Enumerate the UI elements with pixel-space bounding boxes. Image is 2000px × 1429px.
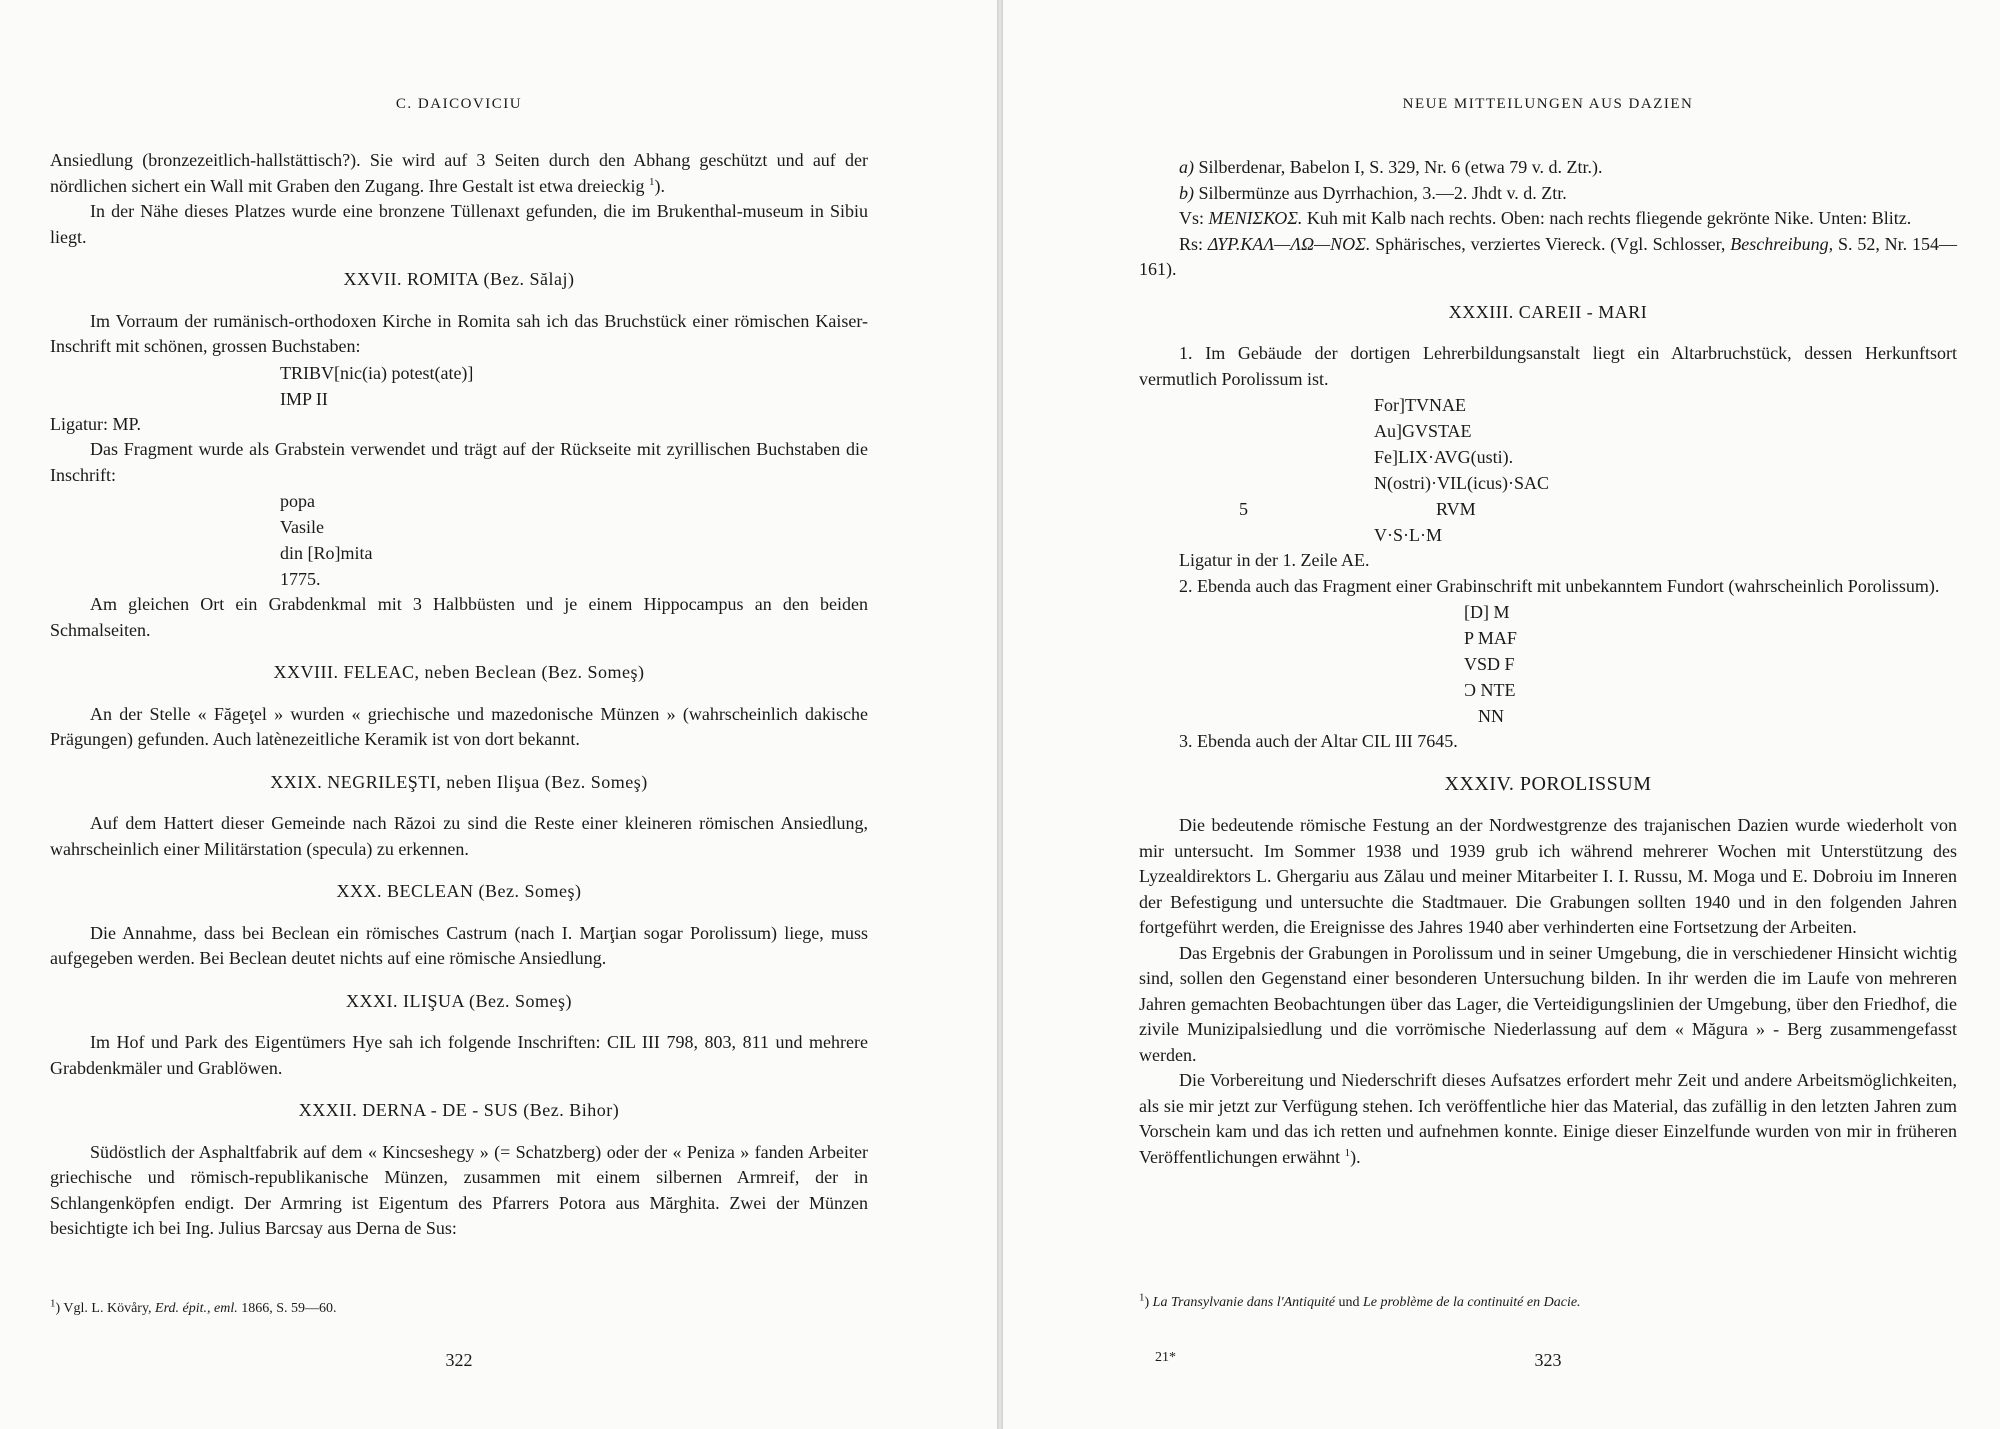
section-heading-xxxiii: XXXIII. CAREII - MARI	[1448, 301, 1648, 322]
paragraph: 1. Im Gebäude der dortigen Lehrerbildungsanstalt liegt ein Altarbruchstück, dessen Herkunftsort vermutlich Porolissum ist.	[1139, 343, 1957, 389]
left-page	[0, 0, 997, 1429]
paragraph: In der Nähe dieses Platzes wurde eine bronzene Tüllenaxt gefunden, die im Brukenthal-museum in Sibiu liegt.	[50, 201, 868, 247]
running-head-left: C. DAICOVICIU	[395, 96, 523, 112]
paragraph: 2. Ebenda auch das Fragment einer Grabinschrift mit unbekanntem Fundort (wahrscheinlich Porolissum).	[1179, 575, 1940, 596]
footnote: $^1$) La Transylvanie dans l'Antiquité und Le problème de la continuité en Dacie.	[1139, 1291, 1581, 1310]
paragraph: 3. Ebenda auch der Altar CIL III 7645.	[1179, 731, 1458, 751]
inscription-line: IMP II	[280, 388, 328, 409]
paragraph: Die Vorbereitung und Niederschrift dieses Aufsatzes erfordert mehr Zeit und andere Arbeitsmöglichkeiten, als sie mir jetzt zur Verfügung stehen. Ich veröffentliche hier das Material, das zufällig in den letzten Jahren zum Vorschein kam und das ich retten und aufnehmen konnte. Einige dieser Einzelfunde wurden von mir in früheren Veröffentlichungen erwähnt $^1$).	[1139, 1070, 1957, 1167]
section-heading-xxxii: XXXII. DERNA - DE - SUS (Bez. Bihor)	[298, 1100, 620, 1120]
left-body	[50, 148, 868, 1242]
paragraph: Südöstlich der Asphaltfabrik auf dem « Kincseshegy » (= Schatzberg) oder der « Peniza » fanden Arbeiter griechische und römisch-republikanische Münzen, zusammen mit einem silbernen Armreif, der in Schlangenköpfen endigt. Der Armring ist Eigentum des Pfarrers Potora aus Mărghita. Zwei der Münzen besichtigte ich bei Ing. Julius Barcsay aus Derna de Sus:	[50, 1141, 868, 1238]
paragraph: Im Vorraum der rumänisch-orthodoxen Kirche in Romita sah ich das Bruchstück einer römischen Kaiser-Inschrift mit schönen, grossen Buchstaben:	[50, 310, 868, 356]
paragraph: b) Silbermünze aus Dyrrhachion, 3.—2. Jhdt v. d. Ztr.	[1179, 182, 1567, 203]
inscription-line: N(ostri)·VIL(icus)·SAC	[1374, 473, 1549, 493]
section-heading-xxviii: XXVIII. FELEAC, neben Beclean (Bez. Someş)	[273, 662, 645, 682]
footnote-ref[interactable]: 1	[649, 175, 655, 188]
paragraph: Am gleichen Ort ein Grabdenkmal mit 3 Halbbüsten und je einem Hippocampus an den beiden Schmalseiten.	[50, 594, 868, 640]
paragraph: Die Annahme, dass bei Beclean ein römisches Castrum (nach I. Marţian sogar Porolissum) liege, muss aufgegeben werden. Bei Beclean deutet nichts auf eine römische Ansiedlung.	[50, 922, 868, 968]
paragraph: Im Hof und Park des Eigentümers Hye sah ich folgende Inschriften: CIL III 798, 803, 811 und mehrere Grabdenkmäler und Grablöwen.	[50, 1032, 868, 1078]
inscription	[50, 360, 868, 412]
footnote-mark: 1	[50, 1297, 56, 1310]
paragraph: Ligatur: MP.	[50, 413, 142, 434]
paragraph: An der Stelle « Făgeţel » wurden « griechische und mazedonische Münzen » (wahrscheinlich dakische Prägungen) gefunden. Auch latènezeitliche Keramik ist von dort bekannt.	[50, 703, 868, 749]
inscription-line: Ɔ NTE	[1464, 680, 1516, 700]
inscription	[1139, 392, 1957, 548]
inscription-line: Fe]LIX·AVG(usti).	[1374, 447, 1514, 467]
section-heading-xxx: XXX. BECLEAN (Bez. Someş)	[336, 881, 582, 901]
footnote-mark: 1	[1139, 1291, 1145, 1304]
inscription-line: TRIBV[nic(ia) potest(ate)]	[280, 362, 474, 383]
right-body	[1139, 155, 1957, 1170]
paragraph: Rs: ΔΥΡ.ΚΑΛ—ΛΩ—ΝΟΣ. Sphärisches, verziertes Viereck. (Vgl. Schlosser, Beschreibung, S. 52, Nr. 154—161).	[1139, 233, 1958, 279]
inscription-line: VSD F	[1464, 654, 1515, 674]
paragraph: Das Ergebnis der Grabungen in Porolissum und in seiner Umgebung, die in verschiedener Hinsicht wichtig sind, sollen den Gegenstand einer besonderen Untersuchung bilden. In ihr werden die im Laufe von mehreren Jahren gemachten Beobachtungen über das Lager, die Verteidigungslinien der Umgebung, über den Friedhof, die zivile Munizipalsiedlung und die vorrömische Niederlassung auf dem « Măgura » - Berg zusammengefasst werden.	[1139, 942, 1957, 1065]
paragraph: a) Silberdenar, Babelon I, S. 329, Nr. 6 (etwa 79 v. d. Ztr.).	[1179, 157, 1603, 177]
section-heading-xxvii: XXVII. ROMITA (Bez. Sălaj)	[343, 269, 575, 289]
inscription-line: V·S·L·M	[1374, 525, 1442, 545]
page-number-right: 323	[1534, 1350, 1562, 1370]
inscription	[50, 488, 868, 592]
page-number-left: 322	[445, 1350, 473, 1370]
paragraph: Vs: ΜΕΝΙΣΚΟΣ. Kuh mit Kalb nach rechts. Oben: nach rechts fliegende gekrönte Nike. Unten: Blitz.	[1179, 208, 1912, 228]
paragraph: Das Fragment wurde als Grabstein verwendet und trägt auf der Rückseite mit zyrillischen Buchstaben die Inschrift:	[50, 439, 868, 485]
inscription-line: [D] M	[1464, 602, 1510, 622]
section-heading-xxxi: XXXI. ILIŞUA (Bez. Someş)	[346, 990, 572, 1011]
inscription-line: popa	[280, 491, 315, 511]
footnote: $^1$) Vgl. L. Kövåry, Erd. épit., eml. 1866, S. 59—60.	[50, 1297, 337, 1316]
signature-mark: 21*	[1155, 1350, 1176, 1365]
footnote-ref[interactable]: 1	[1344, 1146, 1351, 1159]
inscription-line: For]TVNAE	[1374, 395, 1466, 415]
inscription-line: NN	[1478, 706, 1504, 726]
inscription-line: Vasile	[280, 517, 324, 537]
section-heading-xxix: XXIX. NEGRILEŞTI, neben Ilişua (Bez. Someş)	[270, 771, 648, 792]
paragraph: Ligatur in der 1. Zeile AE.	[1179, 550, 1370, 570]
inscription-line: din [Ro]mita	[280, 543, 373, 563]
right-column	[1139, 0, 1957, 1429]
left-column	[50, 0, 868, 1429]
inscription-line: 1775.	[280, 569, 321, 589]
paragraph: Auf dem Hattert dieser Gemeinde nach Răzoi zu sind die Reste einer kleineren römischen Ansiedlung, wahrscheinlich einer Militärstation (specula) zu erkennen.	[50, 813, 868, 859]
section-heading-xxxiv: XXXIV. POROLISSUM	[1444, 772, 1652, 795]
inscription-line: P MAF	[1464, 628, 1517, 648]
paragraph: Die bedeutende römische Festung an der Nordwestgrenze des trajanischen Dazien wurde wiederholt von mir untersucht. Im Sommer 1938 und 1939 grub ich während mehrerer Wochen mit Unterstützung des Lyzealdirektors L. Ghergariu aus Zălau und meiner Mitarbeiter I. I. Russu, M. Moga und E. Dobroiu im Inneren der Befestigung und untersuchte die Stadtmauer. Die Grabungen sollten 1940 und in den folgenden Jahren fortgeführt werden, die Ereignisse des Jahres 1940 aber verhinderten eine Fortsetzung der Arbeiten.	[1139, 815, 1957, 937]
inscription-line: 5 RVM	[1239, 499, 1476, 519]
inscription-line: Au]GVSTAE	[1374, 421, 1472, 441]
paragraph: Ansiedlung (bronzezeitlich-hallstättisch?). Sie wird auf 3 Seiten durch den Abhang geschützt und auf der nördlichen sichert ein Wall mit Graben den Zugang. Ihre Gestalt ist etwa dreieckig $^1$).	[50, 150, 868, 196]
right-page	[1003, 0, 2000, 1429]
running-head-right: NEUE MITTEILUNGEN AUS DAZIEN	[1402, 96, 1694, 112]
inscription	[1139, 599, 1957, 729]
